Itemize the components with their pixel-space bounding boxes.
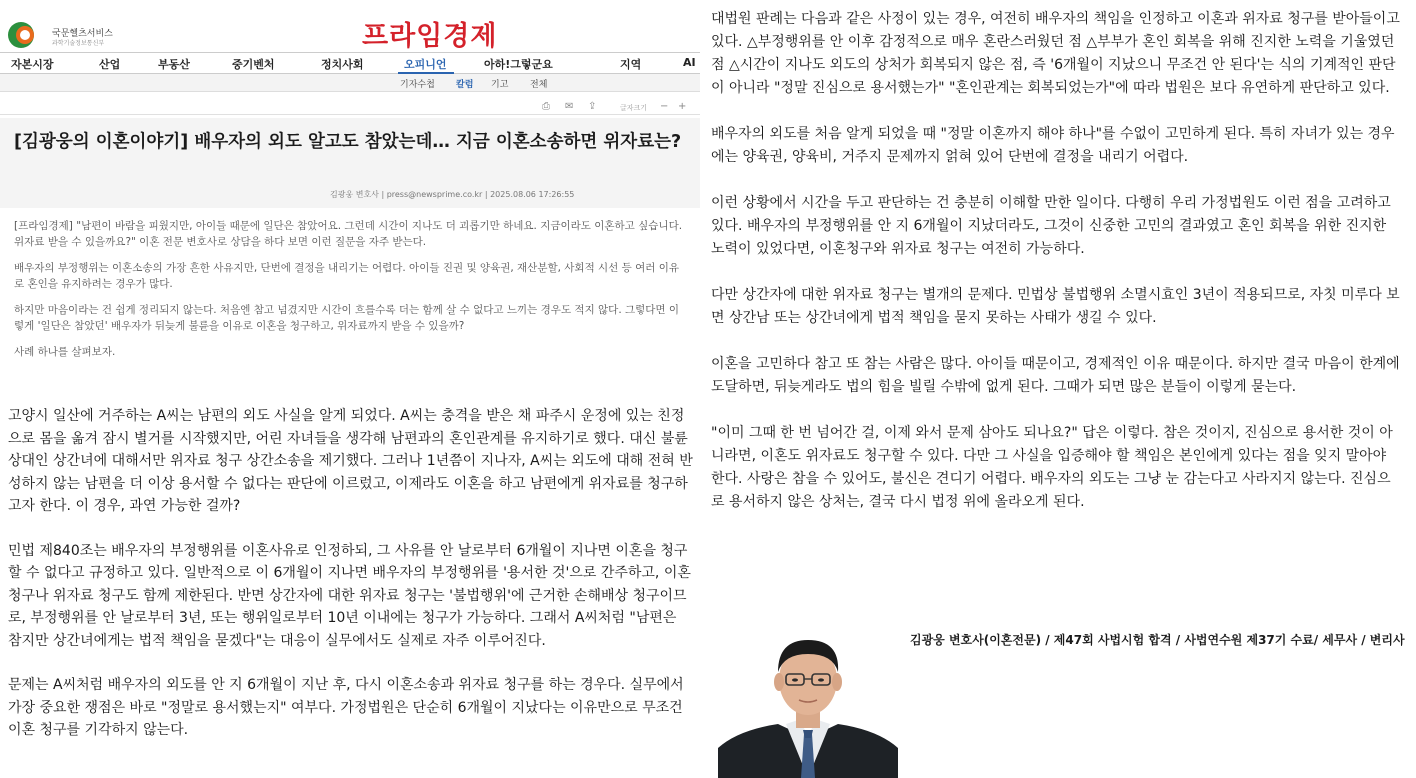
printer-icon[interactable]: ⎙ [542, 101, 550, 112]
sub-nav-item[interactable]: 기고 [491, 80, 509, 90]
article-summary [14, 218, 686, 370]
nav-item[interactable]: 아하!그렇군요 [484, 58, 553, 71]
article-tools [0, 101, 700, 115]
mail-icon[interactable]: ✉ [565, 101, 574, 112]
body-paragraph: 대법원 판례는 다음과 같은 사정이 있는 경우, 여전히 배우자의 책임을 인정하고 이혼과 위자료 청구를 받아들이고 있다. △부정행위를 안 이후 감정적으로 매우 혼란스러웠던 점 △부부가 혼인 회복을 위해 진지한 노력을 기울였던 점 △시간이 지나도 외도의 상처가 회복되지 않은 점, 즉 '6개월이 지났으니 무조건 안 된다'는 식의 기계적인 판단이 아니라 "정말 진심으로 용서했는가" "혼인관계는 회복되었는가"에 따라 법원은 보다 유연하게 판단하고 있다. [711, 11, 1400, 96]
article-body-left [8, 405, 694, 764]
sub-nav [0, 74, 700, 92]
article-headline: [김광웅의 이혼이야기] 배우자의 외도 알고도 참았는데… 지금 이혼소송하면 위자료는? [14, 132, 682, 152]
author-info: 김광웅 변호사(이혼전문) / 제47회 사법시험 합격 / 사법연수원 제37기 수료/ 세무사 / 변리사 [910, 633, 1405, 647]
font-size-label[interactable]: 글자크기 [620, 104, 648, 112]
sub-nav-item-active[interactable]: 칼럼 [456, 80, 474, 90]
body-paragraph: 이런 상황에서 시간을 두고 판단하는 건 충분히 이해할 만한 일이다. 다행히 우리 가정법원도 이런 점을 고려하고 있다. 배우자의 부정행위를 안 지 6개월이 지났더라도, 그것이 신중한 고민의 결과였고 혼인 회복을 위한 진지한 노력이 있었다면, 이혼청구와 위자료 청구는 여전히 가능하다. [711, 195, 1391, 257]
body-paragraph: 민법 제840조는 배우자의 부정행위를 이혼사유로 인정하되, 그 사유를 안 날로부터 6개월이 지나면 이혼을 청구할 수 없다고 규정하고 있다. 일반적으로 이 6개월이 지나면 배우자의 부정행위를 '용서한 것'으로 간주하고, 이혼청구나 위자료 청구도 함께 제한된다. 반면 상간자에 대한 위자료 청구는 '불법행위'에 근거한 손해배상 청구이므로, 부정행위를 안 날로부터 3년, 또는 행위일로부터 10년 이내에는 청구가 가능하다. 그래서 A씨처럼 "남편은 참지만 상간녀에게는 법적 책임을 묻겠다"는 대응이 실무에서도 실제로 자주 이루어진다. [8, 542, 691, 649]
nav-item-active[interactable]: 오피니언 [404, 58, 447, 71]
summary-paragraph: 사례 하나를 살펴보자. [14, 346, 116, 358]
author-photo [718, 630, 898, 778]
body-paragraph: 배우자의 외도를 처음 알게 되었을 때 "정말 이혼까지 해야 하나"를 수없이 고민하게 된다. 특히 자녀가 있는 경우에는 양육권, 양육비, 거주지 문제까지 얽혀 있어 단번에 결정을 내리기 어렵다. [711, 126, 1395, 165]
masthead-logo[interactable]: 프라임경제 [362, 21, 498, 52]
headline-box [0, 118, 700, 208]
nav-item[interactable]: 산업 [99, 58, 121, 71]
article-body-right [711, 8, 1401, 537]
site-header [0, 0, 700, 52]
nav-item[interactable]: 부동산 [158, 58, 190, 71]
nav-item[interactable]: 지역 [620, 58, 642, 71]
nav-item[interactable]: 중기벤처 [232, 58, 275, 71]
gov-sub: 과학기술정보통신부 [52, 40, 105, 47]
body-paragraph: 이혼을 고민하다 참고 또 참는 사람은 많다. 아이들 때문이고, 경제적인 이유 때문이다. 하지만 결국 마음이 한계에 도달하면, 뒤늦게라도 법의 힘을 빌릴 수밖에 없게 된다. 그때가 되면 많은 분들이 이렇게 묻는다. [711, 356, 1400, 395]
summary-paragraph: 배우자의 부정행위는 이혼소송의 가장 흔한 사유지만, 단번에 결정을 내리기는 어렵다. 아이들 진권 및 양육권, 재산분할, 사회적 시선 등 여러 이유로 혼인을 유지하려는 경우가 많다. [14, 262, 680, 290]
body-paragraph: 고양시 일산에 거주하는 A씨는 남편의 외도 사실을 알게 되었다. A씨는 충격을 받은 채 파주시 운정에 있는 친정으로 몸을 옮겨 잠시 별거를 시작했지만, 어린 자녀들을 생각해 남편과의 혼인관계를 유지하기로 했다. 대신 불륜 상대인 상간녀에 대해서만 위자료 청구 상간소송을 제기했다. 그러나 1년쯤이 지나자, A씨는 외도에 대해 전혀 반성하지 않는 남편을 더 이상 용서할 수 없다는 판단에 이르렀고, 이제라도 이혼을 하고 남편에게 위자료를 청구하고자 한다. 이 경우, 과연 가능한 걸까? [8, 408, 693, 514]
gov-name: 국문헬츠서비스 [52, 29, 113, 39]
summary-paragraph: [프라임경제] "남편이 바람을 피웠지만, 아이들 때문에 일단은 참았어요. 그런데 시간이 지나도 더 괴롭기만 하네요. 지금이라도 이혼하고 싶습니다. 위자료 받을 수 있을까요?" 이혼 전문 변호사로 상담을 하다 보면 이런 질문을 자주 받는다. [14, 220, 683, 248]
nav-item[interactable]: 정치사회 [321, 58, 364, 71]
font-decrease-icon[interactable]: − [660, 101, 669, 112]
gov-logo-icon[interactable] [8, 22, 48, 48]
body-paragraph: 문제는 A씨처럼 배우자의 외도를 안 지 6개월이 지난 후, 다시 이혼소송과 위자료 청구를 하는 경우다. 실무에서 가장 중요한 쟁점은 바로 "정말로 용서했는지" 여부다. 가정법원은 단순히 6개월이 지났다는 이유만으로 무조건 이혼 청구를 기각하지 않는다. [8, 677, 684, 738]
nav-item[interactable]: AI [683, 56, 696, 69]
body-paragraph: "이미 그때 한 번 넘어간 걸, 이제 와서 문제 삼아도 되나요?" 답은 이렇다. 참은 것이지, 진심으로 용서한 것이 아니라면, 이혼도 위자료도 청구할 수 있다. 다만 그 사실을 입증해야 할 책임은 본인에게 있다는 점을 잊지 말아야 한다. 사랑은 참을 수 있어도, 불신은 견디기 어렵다. 배우자의 외도는 그냥 눈 감는다고 사라지지 않는다. 진심으로 용서하지 않은 상처는, 결국 다시 법정 위에 올라오게 된다. [711, 425, 1393, 510]
sub-nav-item[interactable]: 기자수첩 [400, 80, 435, 90]
body-paragraph: 다만 상간자에 대한 위자료 청구는 별개의 문제다. 민법상 불법행위 소멸시효인 3년이 적용되므로, 자칫 미루다 보면 상간남 또는 상간녀에게 법적 책임을 묻지 못하는 사태가 생길 수 있다. [711, 287, 1400, 326]
article-byline: 김광웅 변호사 | press@newsprime.co.kr | 2025.08.06 17:26:55 [330, 190, 575, 199]
font-increase-icon[interactable]: + [678, 101, 687, 112]
main-nav [0, 52, 700, 74]
summary-paragraph: 하지만 마음이라는 건 쉽게 정리되지 않는다. 처음엔 참고 넘겼지만 시간이 흐를수록 더는 함께 살 수 없다고 느끼는 경우도 적지 않다. 그렇다면 이렇게 '일단은 참았던' 배우자가 뒤늦게 불륜을 이유로 이혼을 청구하고, 위자료까지 받을 수 있을까? [14, 304, 680, 332]
share-icon[interactable]: ⇪ [588, 101, 597, 112]
sub-nav-item[interactable]: 전체 [530, 80, 548, 90]
nav-item[interactable]: 자본시장 [11, 58, 54, 71]
divider [0, 114, 700, 115]
left-panel [0, 0, 700, 778]
right-panel [700, 0, 1416, 778]
